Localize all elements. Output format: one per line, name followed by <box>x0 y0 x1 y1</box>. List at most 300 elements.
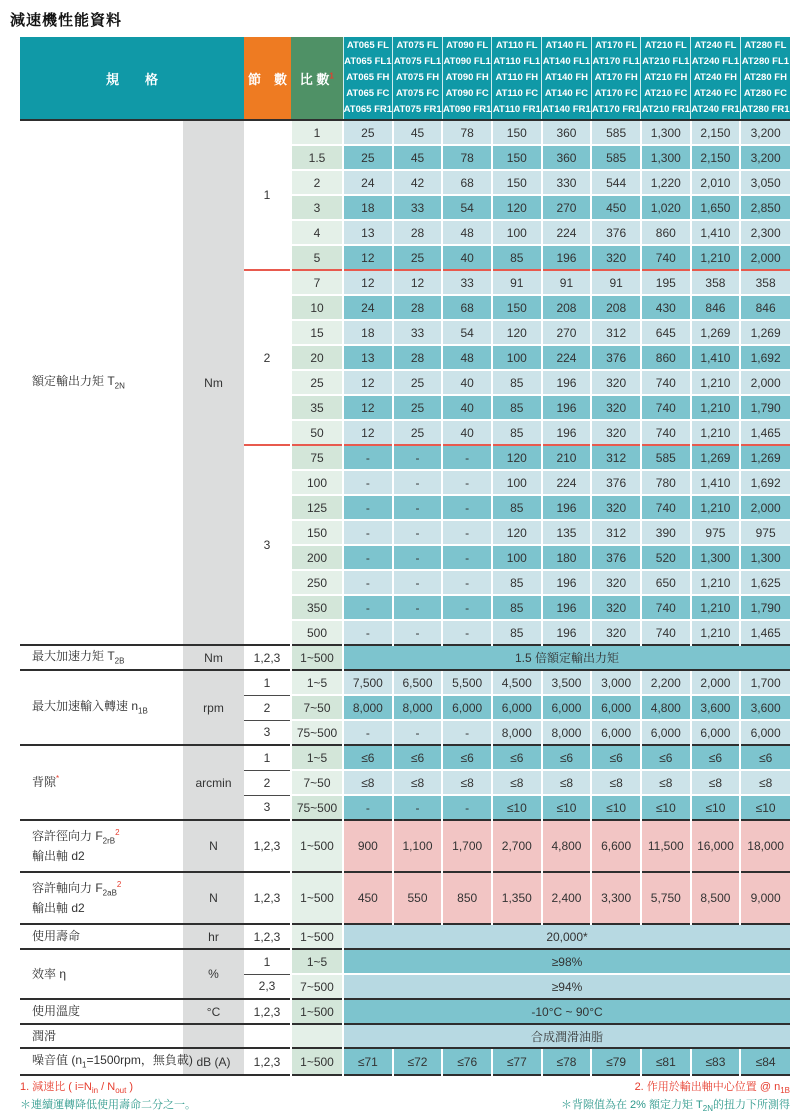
value-cell: 740 <box>641 620 691 645</box>
value-cell: 40 <box>442 245 492 270</box>
model-name: AT240 FH <box>693 72 737 83</box>
value-cell: - <box>442 545 492 570</box>
ratio-cell: 1~500 <box>291 924 343 949</box>
value-cell: 150 <box>492 295 542 320</box>
value-cell: 45 <box>393 120 443 145</box>
value-cell: 91 <box>542 270 592 295</box>
value-cell: 846 <box>691 295 741 320</box>
model-column-header <box>740 37 790 120</box>
value-cell: 100 <box>492 345 542 370</box>
value-cell: ≤79 <box>591 1048 641 1075</box>
value-cell: 1,300 <box>691 545 741 570</box>
span-value-cell: 合成潤滑油脂 <box>343 1024 790 1048</box>
value-cell: 120 <box>492 445 542 470</box>
ratio-cell <box>291 1024 343 1048</box>
value-cell: 150 <box>492 120 542 145</box>
value-cell: 120 <box>492 195 542 220</box>
value-cell: 33 <box>393 195 443 220</box>
ratio-cell: 1~500 <box>291 1048 343 1075</box>
stage-cell: 2 <box>244 770 291 795</box>
footnotes <box>20 1080 790 1116</box>
value-cell: - <box>343 595 393 620</box>
stage-cell: 3 <box>244 445 291 645</box>
value-cell: 3,500 <box>542 670 592 695</box>
value-cell: 54 <box>442 320 492 345</box>
ratio-cell: 2 <box>291 170 343 195</box>
value-cell: ≤10 <box>691 795 741 820</box>
value-cell: 4,800 <box>641 695 691 720</box>
ratio-cell: 1~500 <box>291 645 343 670</box>
value-cell: 196 <box>542 620 592 645</box>
value-cell: 585 <box>591 145 641 170</box>
value-cell: - <box>393 520 443 545</box>
model-name: AT065 FL1 <box>344 56 392 67</box>
span-value-cell: 1.5 倍額定輸出力矩 <box>343 645 790 670</box>
value-cell: ≤6 <box>740 745 790 770</box>
model-column-header <box>442 37 492 120</box>
value-cell: 2,010 <box>691 170 741 195</box>
value-cell: 1,465 <box>740 420 790 445</box>
value-cell: 740 <box>641 395 691 420</box>
value-cell: 2,150 <box>691 145 741 170</box>
value-cell: - <box>442 470 492 495</box>
value-cell: 45 <box>393 145 443 170</box>
value-cell: ≤6 <box>393 745 443 770</box>
value-cell: 8,000 <box>343 695 393 720</box>
value-cell: 1,269 <box>740 445 790 470</box>
value-cell: 3,000 <box>591 670 641 695</box>
value-cell: - <box>393 495 443 520</box>
value-cell: 1,692 <box>740 345 790 370</box>
value-cell: 2,850 <box>740 195 790 220</box>
value-cell: - <box>393 720 443 745</box>
model-name: AT140 FH <box>544 72 589 83</box>
value-cell: 650 <box>641 570 691 595</box>
value-cell: 3,200 <box>740 120 790 145</box>
value-cell: 1,210 <box>691 395 741 420</box>
value-cell: ≤71 <box>343 1048 393 1075</box>
value-cell: 6,000 <box>591 720 641 745</box>
value-cell: 544 <box>591 170 641 195</box>
value-cell: ≤8 <box>591 770 641 795</box>
value-cell: 12 <box>343 245 393 270</box>
value-cell: 6,000 <box>740 720 790 745</box>
value-cell: ≤84 <box>740 1048 790 1075</box>
value-cell: 12 <box>343 395 393 420</box>
value-cell: ≤8 <box>691 770 741 795</box>
unit-cell: N <box>183 820 244 872</box>
value-cell: 780 <box>641 470 691 495</box>
value-cell: 358 <box>691 270 741 295</box>
value-cell: 740 <box>641 420 691 445</box>
model-name: AT170 FL1 <box>592 56 640 67</box>
value-cell: 1,625 <box>740 570 790 595</box>
value-cell: 25 <box>343 120 393 145</box>
value-cell: 100 <box>492 470 542 495</box>
ratio-cell: 1~500 <box>291 999 343 1024</box>
ratio-cell: 7~500 <box>291 974 343 999</box>
value-cell: 1,700 <box>442 820 492 872</box>
value-cell: 85 <box>492 595 542 620</box>
model-name: AT065 FR1 <box>343 104 393 115</box>
value-cell: - <box>442 495 492 520</box>
spec-label: 額定輸出力矩 $T_{2N}$ <box>20 120 183 645</box>
value-cell: ≤76 <box>442 1048 492 1075</box>
ratio-cell: 5 <box>291 245 343 270</box>
model-name: AT210 FC <box>644 88 688 99</box>
value-cell: 3,600 <box>691 695 741 720</box>
value-cell: 150 <box>492 145 542 170</box>
value-cell: 78 <box>442 120 492 145</box>
spec-label: 背隙* <box>20 745 183 820</box>
value-cell: 520 <box>641 545 691 570</box>
value-cell: 12 <box>393 270 443 295</box>
model-name: AT240 FC <box>693 88 737 99</box>
stage-cell: 3 <box>244 795 291 820</box>
value-cell: - <box>393 545 443 570</box>
value-cell: 2,300 <box>740 220 790 245</box>
value-cell: ≤6 <box>343 745 393 770</box>
value-cell: - <box>393 445 443 470</box>
value-cell: 1,410 <box>691 345 741 370</box>
value-cell: 25 <box>393 245 443 270</box>
stage-cell: 1 <box>244 120 291 270</box>
value-cell: 7,500 <box>343 670 393 695</box>
model-name: AT075 FL <box>396 40 439 51</box>
ratio-cell: 200 <box>291 545 343 570</box>
value-cell: - <box>442 720 492 745</box>
value-cell: 585 <box>641 445 691 470</box>
model-name: AT110 FL <box>496 40 538 51</box>
footnotes-left <box>20 1080 196 1116</box>
ratio-cell: 100 <box>291 470 343 495</box>
value-cell: 376 <box>591 470 641 495</box>
value-cell: 196 <box>542 245 592 270</box>
value-cell: 6,000 <box>492 695 542 720</box>
value-cell: 208 <box>542 295 592 320</box>
value-cell: ≤8 <box>393 770 443 795</box>
value-cell: ≤10 <box>591 795 641 820</box>
footnote-service-life: ＊連續運轉降低使用壽命二分之一。 <box>20 1099 196 1112</box>
value-cell: 12 <box>343 420 393 445</box>
model-name: AT170 FC <box>594 88 638 99</box>
value-cell: 1,269 <box>691 445 741 470</box>
value-cell: - <box>343 620 393 645</box>
value-cell: ≤10 <box>740 795 790 820</box>
ratio-cell: 125 <box>291 495 343 520</box>
footnote-force-position: 2. 作用於輸出軸中心位置 @ $n_{1B}$ <box>634 1081 790 1096</box>
value-cell: 85 <box>492 370 542 395</box>
value-cell: ≤8 <box>641 770 691 795</box>
model-name: AT210 FL <box>644 40 687 51</box>
unit-cell: Nm <box>183 120 244 645</box>
model-name: AT110 FC <box>495 88 539 99</box>
model-name: AT090 FH <box>445 72 489 83</box>
value-cell: 6,000 <box>641 720 691 745</box>
value-cell: 42 <box>393 170 443 195</box>
ratio-cell: 50 <box>291 420 343 445</box>
value-cell: 40 <box>442 420 492 445</box>
stage-cell: 2 <box>244 695 291 720</box>
ratio-cell: 3 <box>291 195 343 220</box>
value-cell: ≤6 <box>591 745 641 770</box>
ratio-cell: 4 <box>291 220 343 245</box>
value-cell: 2,000 <box>740 370 790 395</box>
ratio-cell: 1~500 <box>291 872 343 924</box>
value-cell: 91 <box>591 270 641 295</box>
value-cell: 33 <box>393 320 443 345</box>
value-cell: 860 <box>641 345 691 370</box>
value-cell: - <box>343 470 393 495</box>
value-cell: 975 <box>691 520 741 545</box>
value-cell: - <box>442 795 492 820</box>
value-cell: ≤10 <box>542 795 592 820</box>
value-cell: 740 <box>641 495 691 520</box>
value-cell: 390 <box>641 520 691 545</box>
value-cell: 24 <box>343 170 393 195</box>
value-cell: 860 <box>641 220 691 245</box>
model-column-header <box>591 37 641 120</box>
unit-cell: N <box>183 872 244 924</box>
value-cell: - <box>343 795 393 820</box>
spec-label: 效率 η <box>20 949 183 999</box>
model-name: AT140 FC <box>544 88 589 99</box>
value-cell: 18,000 <box>740 820 790 872</box>
ratio-cell: 1 <box>291 120 343 145</box>
value-cell: 740 <box>641 370 691 395</box>
footnotes-right <box>561 1080 790 1116</box>
model-column-header <box>492 37 542 120</box>
ratio-cell: 1~500 <box>291 820 343 872</box>
model-name: AT075 FH <box>395 72 440 83</box>
value-cell: 210 <box>542 445 592 470</box>
value-cell: 320 <box>591 570 641 595</box>
spec-label: 容許徑向力 $F_{2rB}^2$ 輸出軸 d2 <box>20 820 183 872</box>
value-cell: 8,000 <box>542 720 592 745</box>
value-cell: 85 <box>492 420 542 445</box>
value-cell: ≤8 <box>343 770 393 795</box>
value-cell: 585 <box>591 120 641 145</box>
value-cell: 2,200 <box>641 670 691 695</box>
value-cell: 1,210 <box>691 245 741 270</box>
footnote-backlash-note: ＊背隙值為在 2% 額定力矩 $T_{2N}$的扭力下所測得 <box>560 1099 790 1114</box>
spec-label: 容許軸向力 $F_{2aB}^2$ 輸出軸 d2 <box>20 872 183 924</box>
value-cell: ≤6 <box>442 745 492 770</box>
model-name: AT280 FR1 <box>741 104 790 115</box>
ratio-cell: 75~500 <box>291 795 343 820</box>
value-cell: 120 <box>492 320 542 345</box>
value-cell: - <box>442 595 492 620</box>
model-name: AT090 FC <box>445 88 489 99</box>
value-cell: 3,600 <box>740 695 790 720</box>
value-cell: 330 <box>542 170 592 195</box>
model-name: AT140 FL <box>545 40 588 51</box>
model-name: AT280 FH <box>743 72 787 83</box>
value-cell: 3,200 <box>740 145 790 170</box>
value-cell: ≤83 <box>691 1048 741 1075</box>
footnote-ratio-definition: 1. 減速比 ( $i=N_{in} / N_{out}$ ) <box>20 1081 134 1096</box>
value-cell: 3,300 <box>591 872 641 924</box>
value-cell: 376 <box>591 220 641 245</box>
value-cell: 1,020 <box>641 195 691 220</box>
value-cell: 196 <box>542 595 592 620</box>
unit-cell: rpm <box>183 670 244 745</box>
value-cell: 5,750 <box>641 872 691 924</box>
ratio-cell: 1~5 <box>291 745 343 770</box>
value-cell: - <box>343 720 393 745</box>
stage-cell: 1 <box>244 949 291 974</box>
value-cell: 6,000 <box>691 720 741 745</box>
value-cell: 2,400 <box>542 872 592 924</box>
page-title: 減速機性能資料 <box>10 12 123 29</box>
value-cell: 224 <box>542 220 592 245</box>
ratio-cell: 10 <box>291 295 343 320</box>
ratio-cell: 350 <box>291 595 343 620</box>
ratio-footnote-mark: 1 <box>329 71 334 81</box>
value-cell: 740 <box>641 245 691 270</box>
span-value-cell: -10°C ~ 90°C <box>343 999 790 1024</box>
value-cell: 2,000 <box>740 245 790 270</box>
value-cell: ≤78 <box>542 1048 592 1075</box>
model-name: AT090 FL1 <box>443 56 491 67</box>
model-name: AT110 FL1 <box>493 56 541 67</box>
unit-cell: arcmin <box>183 745 244 820</box>
value-cell: 2,000 <box>740 495 790 520</box>
span-value-cell: 20,000* <box>343 924 790 949</box>
value-cell: 12 <box>343 270 393 295</box>
ratio-cell: 7~50 <box>291 695 343 720</box>
value-cell: 85 <box>492 495 542 520</box>
model-name: AT075 FR1 <box>393 104 442 115</box>
value-cell: 270 <box>542 320 592 345</box>
value-cell: - <box>393 595 443 620</box>
stage-cell: 1,2,3 <box>244 1048 291 1075</box>
value-cell: ≤81 <box>641 1048 691 1075</box>
value-cell: 1,465 <box>740 620 790 645</box>
ratio-cell: 250 <box>291 570 343 595</box>
value-cell: - <box>442 570 492 595</box>
model-column-header <box>393 37 443 120</box>
model-column-header <box>542 37 592 120</box>
value-cell: 2,150 <box>691 120 741 145</box>
stage-cell: 3 <box>244 720 291 745</box>
model-name: AT210 FL1 <box>642 56 690 67</box>
model-name: AT280 FL <box>744 40 787 51</box>
value-cell: 450 <box>343 872 393 924</box>
value-cell: 360 <box>542 145 592 170</box>
value-cell: 1,650 <box>691 195 741 220</box>
value-cell: 320 <box>591 395 641 420</box>
value-cell: 195 <box>641 270 691 295</box>
spec-label: 最大加速力矩 $T_{2B}$ <box>20 645 183 670</box>
stage-cell: 2 <box>244 270 291 445</box>
ratio-cell: 150 <box>291 520 343 545</box>
value-cell: 740 <box>641 595 691 620</box>
value-cell: 6,500 <box>393 670 443 695</box>
model-name: AT090 FL <box>446 40 489 51</box>
value-cell: 68 <box>442 295 492 320</box>
ratio-cell: 25 <box>291 370 343 395</box>
performance-spec-table <box>20 37 790 1076</box>
value-cell: 24 <box>343 295 393 320</box>
value-cell: 1,410 <box>691 220 741 245</box>
value-cell: 2,000 <box>691 670 741 695</box>
value-cell: 6,000 <box>591 695 641 720</box>
model-name: AT240 FL1 <box>691 56 740 67</box>
value-cell: 550 <box>393 872 443 924</box>
value-cell: - <box>442 445 492 470</box>
value-cell: 320 <box>591 370 641 395</box>
value-cell: 1,269 <box>691 320 741 345</box>
value-cell: 1,210 <box>691 420 741 445</box>
value-cell: 25 <box>343 145 393 170</box>
value-cell: 8,500 <box>691 872 741 924</box>
value-cell: 91 <box>492 270 542 295</box>
value-cell: ≤6 <box>641 745 691 770</box>
value-cell: ≤6 <box>492 745 542 770</box>
value-cell: 1,300 <box>641 145 691 170</box>
value-cell: 320 <box>591 495 641 520</box>
value-cell: 196 <box>542 370 592 395</box>
value-cell: ≤8 <box>492 770 542 795</box>
value-cell: 1,210 <box>691 620 741 645</box>
value-cell: 40 <box>442 395 492 420</box>
value-cell: 320 <box>591 595 641 620</box>
stage-cell: 1,2,3 <box>244 872 291 924</box>
stage-cell: 1,2,3 <box>244 820 291 872</box>
model-name: AT170 FL <box>595 40 638 51</box>
value-cell: - <box>393 570 443 595</box>
ratio-cell: 15 <box>291 320 343 345</box>
stage-cell: 1,2,3 <box>244 645 291 670</box>
value-cell: 28 <box>393 295 443 320</box>
value-cell: 1,210 <box>691 370 741 395</box>
value-cell: 196 <box>542 570 592 595</box>
value-cell: 224 <box>542 470 592 495</box>
value-cell: ≤8 <box>740 770 790 795</box>
ratio-cell: 20 <box>291 345 343 370</box>
value-cell: - <box>343 570 393 595</box>
stage-cell: 1 <box>244 670 291 695</box>
value-cell: 9,000 <box>740 872 790 924</box>
value-cell: ≤6 <box>542 745 592 770</box>
model-name: AT140 FL1 <box>542 56 591 67</box>
value-cell: - <box>393 620 443 645</box>
value-cell: 224 <box>542 345 592 370</box>
value-cell: 120 <box>492 520 542 545</box>
model-name: AT075 FL1 <box>393 56 442 67</box>
value-cell: 208 <box>591 295 641 320</box>
value-cell: 312 <box>591 445 641 470</box>
value-cell: 2,700 <box>492 820 542 872</box>
value-cell: - <box>393 470 443 495</box>
model-name: AT110 FH <box>495 72 539 83</box>
value-cell: 13 <box>343 220 393 245</box>
value-cell: 645 <box>641 320 691 345</box>
model-name: AT170 FR1 <box>591 104 641 115</box>
value-cell: 1,210 <box>691 570 741 595</box>
ratio-cell: 75 <box>291 445 343 470</box>
ratio-cell: 7~50 <box>291 770 343 795</box>
value-cell: 180 <box>542 545 592 570</box>
ratio-cell: 1~5 <box>291 949 343 974</box>
unit-cell <box>183 1024 244 1048</box>
value-cell: 1,100 <box>393 820 443 872</box>
unit-cell: % <box>183 949 244 999</box>
value-cell: 376 <box>591 545 641 570</box>
value-cell: 18 <box>343 195 393 220</box>
model-name: AT140 FR1 <box>542 104 591 115</box>
